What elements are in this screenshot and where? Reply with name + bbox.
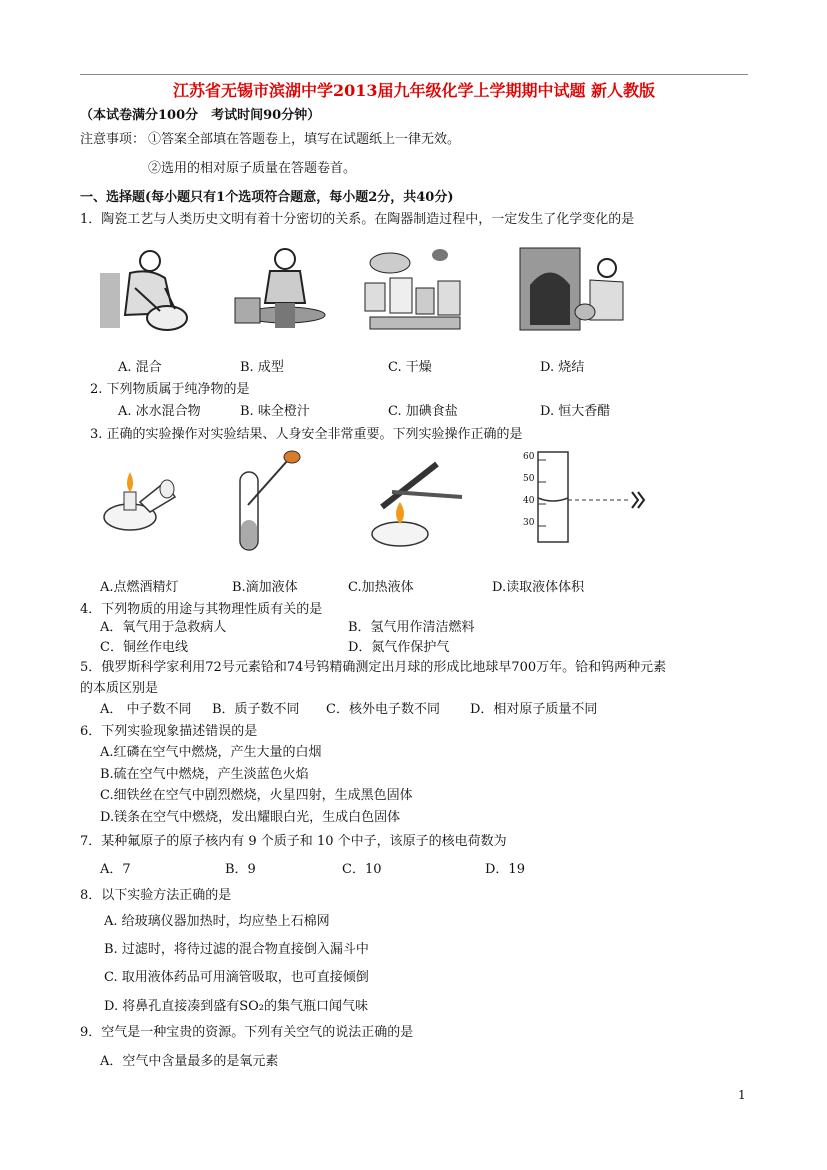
cylinder-tick-60: 60 bbox=[523, 452, 535, 462]
q6-option-a: A.红磷在空气中燃烧，产生大量的白烟 bbox=[100, 745, 322, 760]
q2-option-c: C. 加碘食盐 bbox=[388, 404, 458, 419]
q4-option-a: A．氧气用于急救病人 bbox=[100, 620, 227, 635]
page-title: 江苏省无锡市滨湖中学2013届九年级化学上学期期中试题 新人教版 bbox=[172, 81, 656, 100]
q2-option-d: D. 恒大香醋 bbox=[540, 404, 611, 419]
q5-option-a: A． 中子数不同 bbox=[100, 702, 192, 717]
q6-option-b: B.硫在空气中燃烧，产生淡蓝色火焰 bbox=[100, 767, 309, 782]
q3-option-b: B.滴加液体 bbox=[232, 580, 298, 595]
q8-option-d: D. 将鼻孔直接凑到盛有SO₂的集气瓶口闻气味 bbox=[104, 999, 368, 1014]
q8-option-a: A. 给玻璃仪器加热时，均应垫上石棉网 bbox=[104, 914, 330, 929]
q5-stem-line1: 5．俄罗斯科学家利用72号元素铪和74号钨精确测定出月球的形成比地球早700万年。铪和钨两种元素 bbox=[80, 660, 667, 675]
q3-image-cylinder bbox=[520, 450, 660, 545]
q6-option-d: D.镁条在空气中燃烧，发出耀眼白光，生成白色固体 bbox=[100, 810, 401, 825]
header-rule bbox=[80, 74, 748, 75]
page-number: 1 bbox=[738, 1088, 746, 1102]
q3-option-c: C.加热液体 bbox=[348, 580, 414, 595]
section-header: 一、选择题(每小题只有1个选项符合题意，每小题2分，共40分) bbox=[80, 190, 454, 205]
q6-option-c: C.细铁丝在空气中剧烈燃烧，火星四射，生成黑色固体 bbox=[100, 788, 413, 803]
q4-option-c: C．铜丝作电线 bbox=[100, 640, 188, 655]
q8-option-b: B. 过滤时，将待过滤的混合物直接倒入漏斗中 bbox=[104, 942, 369, 957]
q3-image-dropper bbox=[228, 450, 308, 555]
note-2: ②选用的相对原子质量在答题卷首。 bbox=[148, 161, 357, 176]
q3-image-alcohol-lamp bbox=[100, 462, 180, 537]
exam-info: （本试卷满分100分 考试时间90分钟） bbox=[80, 108, 321, 123]
q7-option-a: A．7 bbox=[100, 862, 131, 877]
q4-option-b: B．氢气用作清洁燃料 bbox=[348, 620, 475, 635]
q7-option-b: B．9 bbox=[225, 862, 256, 877]
q9-option-a: A．空气中含量最多的是氧元素 bbox=[100, 1054, 279, 1069]
q2-option-b: B. 味全橙汁 bbox=[240, 404, 310, 419]
q2-stem: 2. 下列物质属于纯净物的是 bbox=[90, 382, 250, 397]
q6-stem: 6．下列实验现象描述错误的是 bbox=[80, 724, 258, 739]
q7-option-d: D．19 bbox=[485, 862, 525, 877]
q4-stem: 4．下列物质的用途与其物理性质有关的是 bbox=[80, 602, 323, 617]
q8-option-c: C. 取用液体药品可用滴管吸取，也可直接倾倒 bbox=[104, 970, 369, 985]
q1-stem: 1．陶瓷工艺与人类历史文明有着十分密切的关系。在陶器制造过程中，一定发生了化学变化的是 bbox=[80, 212, 635, 227]
q1-option-b: B. 成型 bbox=[240, 360, 284, 375]
q1-option-d: D. 烧结 bbox=[540, 360, 585, 375]
q2-option-a: A. 冰水混合物 bbox=[118, 404, 201, 419]
q3-option-a: A.点燃酒精灯 bbox=[100, 580, 179, 595]
q1-image-drying bbox=[360, 243, 470, 335]
q5-option-b: B．质子数不同 bbox=[212, 702, 300, 717]
cylinder-tick-30: 30 bbox=[523, 518, 535, 528]
q1-image-shaping bbox=[225, 243, 335, 335]
q7-option-c: C．10 bbox=[342, 862, 382, 877]
q8-stem: 8．以下实验方法正确的是 bbox=[80, 888, 232, 903]
q1-image-firing bbox=[515, 240, 630, 335]
q1-option-c: C. 干燥 bbox=[388, 360, 432, 375]
q3-option-d: D.读取液体体积 bbox=[492, 580, 585, 595]
cylinder-tick-40: 40 bbox=[523, 496, 535, 506]
q5-option-d: D．相对原子质量不同 bbox=[470, 702, 598, 717]
notes-label: 注意事项： bbox=[80, 132, 146, 147]
q7-stem: 7．某种氟原子的原子核内有 9 个质子和 10 个中子，该原子的核电荷数为 bbox=[80, 834, 507, 849]
cylinder-tick-50: 50 bbox=[523, 474, 535, 484]
q3-stem: 3. 正确的实验操作对实验结果、人身安全非常重要。下列实验操作正确的是 bbox=[90, 427, 523, 442]
q5-stem-line2: 的本质区别是 bbox=[80, 681, 159, 696]
q1-image-mixing bbox=[95, 243, 195, 333]
q5-option-c: C．核外电子数不同 bbox=[326, 702, 440, 717]
note-1: ①答案全部填在答题卷上，填写在试题纸上一律无效。 bbox=[148, 132, 461, 147]
q4-option-d: D．氮气作保护气 bbox=[348, 640, 450, 655]
q1-option-a: A. 混合 bbox=[118, 360, 162, 375]
q3-image-heating bbox=[362, 452, 467, 552]
q9-stem: 9．空气是一种宝贵的资源。下列有关空气的说法正确的是 bbox=[80, 1025, 414, 1040]
